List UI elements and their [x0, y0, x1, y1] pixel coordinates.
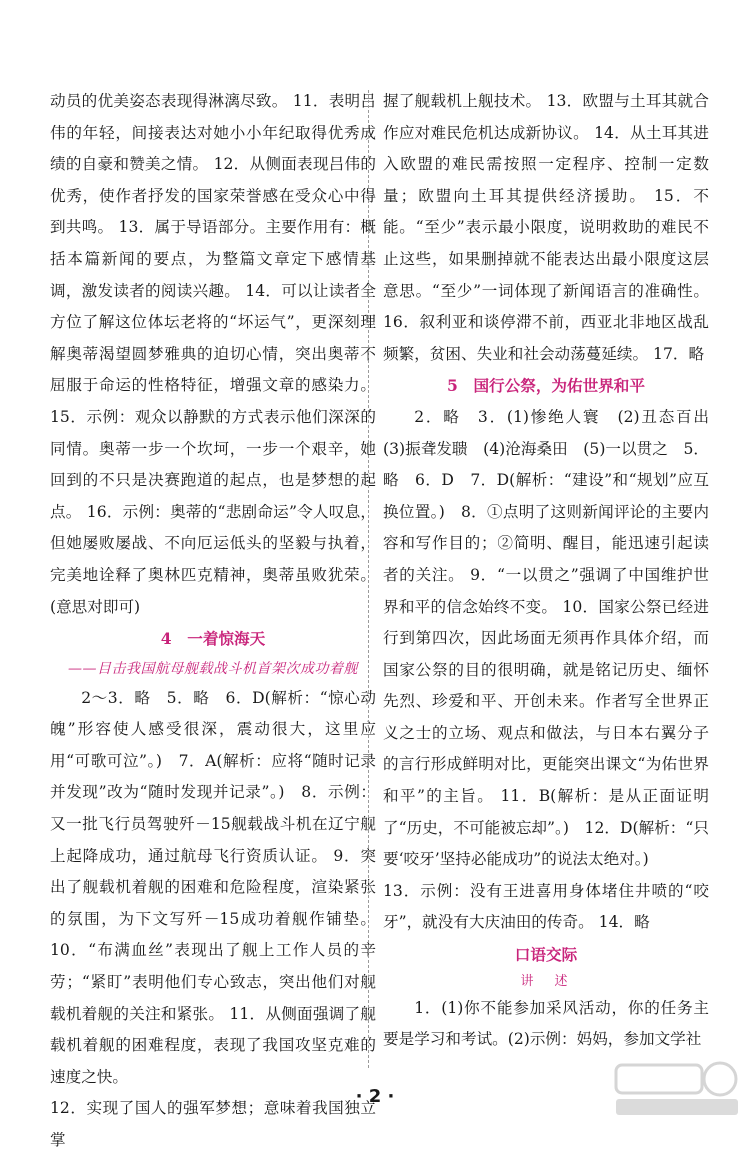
watermark-logo-icon: [612, 1059, 742, 1119]
answer-text-block: 1．(1)你不能参加采风活动，你的任务主要是学习和考试。(2)示例：妈妈，参加文学社: [383, 998, 709, 1049]
answer-text-block: 动员的优美姿态表现得淋漓尽致。 11．表明吕伟的年轻，间接表达对她小小年纪取得优秀成绩的自豪和赞美之情。 12．从侧面表现吕伟的优秀，使作者抒发的国家荣誉感在受众心中得到共鸣。 13．属于导语部分。主要作用有：概括本篇新闻的要点，为整篇文章定下感情基调，激发读者的阅读兴趣。 14．可以让读者全方位了解这位体坛老将的“坏运气”，更深刻理解奥蒂渴望圆梦雅典的迫切心情，突出奥蒂不屈服于命运的性格特征，增强文章的感染力。 15．示例：观众以静默的方式表示他们深深的同情。奥蒂一步一个坎坷，一步一个艰辛，她回到的不只是决赛跑道的起点，也是梦想的起点。 16．示例：奥蒂的“悲剧命运”令人叹息，但她屡败屡战、不向厄运低头的坚毅与执着，完美地诠释了奥林匹克精神，奥蒂虽败犹荣。(意思对即可): [50, 92, 376, 616]
section-4-title: 4 一着惊海天: [160, 629, 266, 649]
section-5-title: 5 国行公祭，为佑世界和平: [447, 376, 645, 396]
left-column: [50, 86, 376, 1157]
answer-text-block: 2．略 3．(1)惨绝人寰 (2)丑态百出 (3)振聋发聩 (4)沧海桑田 (5)一以贯之 5．略 6．D 7．D(解析：“建设”和“规划”应互换位置。) 8．①点明了这则新闻评论的主要内容和写作目的；②简明、醒目，能迅速引起读者的关注。 9．“一以贯之”强调了中国维护世界和平的信念始终不变。 10．国家公祭已经进行到第四次，因此场面无须再作具体介绍，而国家公祭的目的很明确，就是铭记历史、缅怀先烈、珍爱和平、开创未来。作者写全世界正义之士的立场、观点和做法，与日本右翼分子的言行形成鲜明对比，更能突出课文“为佑世界和平”的主旨。 11．B(解析：是从正面证明了“历史，不可能被忘却”。) 12．D(解析：“只要‘咬牙’坚持必能成功”的说法太绝对。): [383, 407, 725, 869]
oral-communication-subtitle: 讲 述: [520, 973, 572, 989]
section-4-subtitle: ——目击我国航母舰载战斗机首架次成功着舰: [68, 660, 358, 677]
page-number: · 2 ·: [355, 1086, 395, 1107]
answer-text-block: 握了舰载机上舰技术。 13．欧盟与土耳其就合作应对难民危机达成新协议。 14．从土耳其进入欧盟的难民需按照一定程序、控制一定数量；欧盟向土耳其提供经济援助。 15．不能。“至少”表示最小限度，说明救助的难民不止这些，如果删掉就不能表达出最小限度这层意思。“至少”一词体现了新闻语言的准确性。 16．叙利亚和谈停滞不前，西亚北非地区战乱频繁，贫困、失业和社会动荡蔓延续。 17．略: [383, 92, 709, 363]
right-column: [383, 86, 725, 1056]
answer-text-block: 13．示例：没有王进喜用身体堵住井喷的“咬牙”，就没有大庆油田的传奇。 14．略: [383, 881, 709, 932]
column-divider: [368, 90, 369, 1068]
watermark-logo: [612, 1059, 742, 1119]
oral-communication-title: 口语交际: [514, 945, 578, 965]
answer-text-block: 2～3．略 5．略 6．D(解析：“惊心动魄”形容使人感受很深，震动很大，这里应用“可歌可泣”。) 7．A(解析：应将“随时记录并发现”改为“随时发现并记录”。) 8．示例：又一批飞行员驾驶歼－15舰载战斗机在辽宁舰上起降成功，通过航母飞行资质认证。 9．突出了舰载机着舰的困难和危险程度，渲染紧张的氛围，为下文写歼－15成功着舰作铺垫。 10．“布满血丝”表现出了舰上工作人员的辛劳；“紧盯”表明他们专心致志，突出他们对舰载机着舰的关注和紧张。 11．从侧面强调了舰载机着舰的困难程度，表现了我国攻坚克难的速度之快。: [50, 688, 376, 1086]
answer-text-block: 12．实现了国人的强军梦想；意味着我国独立掌: [50, 1099, 376, 1149]
